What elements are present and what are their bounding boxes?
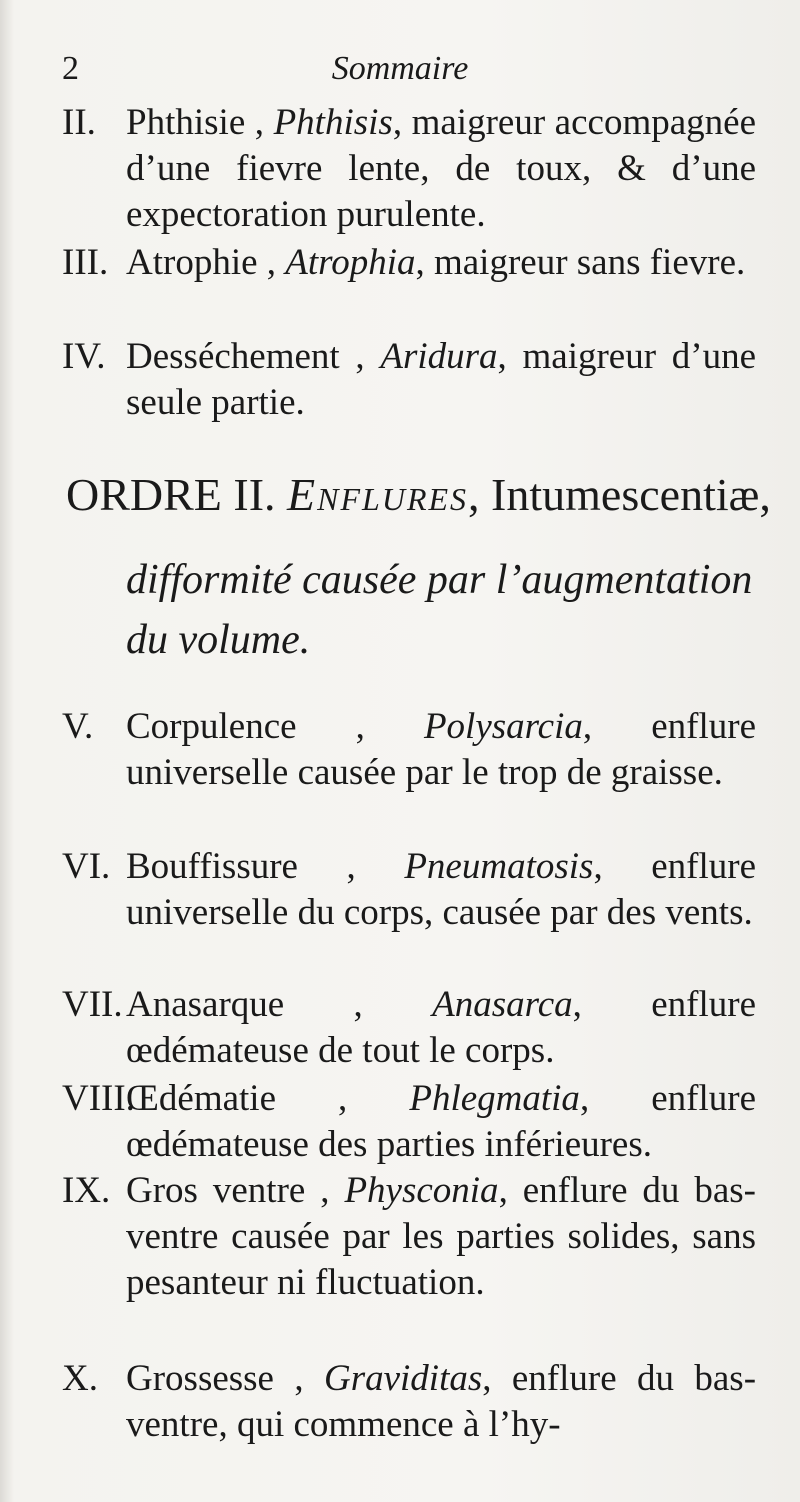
entry-text bbox=[126, 100, 756, 238]
entry-description: , maigreur accompagnée d’une fievre lente, de toux, & d’une expectoration purulente. bbox=[126, 102, 756, 235]
entry-text bbox=[126, 982, 756, 1074]
entry-latin: Phthisis bbox=[273, 102, 393, 143]
order-label: ORDRE II. bbox=[66, 469, 276, 520]
entry-latin: Physconia bbox=[344, 1170, 499, 1211]
entry-description: , maigreur d’une seule partie. bbox=[126, 336, 756, 423]
entry-latin: Graviditas bbox=[323, 1358, 483, 1399]
entry-name: Corpulence , bbox=[126, 706, 365, 747]
entry-latin: Pneumatosis bbox=[404, 846, 594, 887]
entry-name: Phthisie , bbox=[126, 102, 265, 143]
entry-name: Gros ventre , bbox=[126, 1170, 330, 1211]
entry-latin: Anasarca bbox=[432, 984, 573, 1025]
entry-name: Desséchement , bbox=[126, 336, 365, 377]
entry-name: Bouffissure , bbox=[126, 846, 356, 887]
entry-number: VII. bbox=[62, 984, 123, 1025]
entry-number: III. bbox=[62, 242, 109, 283]
entry-text bbox=[126, 1356, 756, 1448]
entry-name: Grossesse , bbox=[126, 1358, 304, 1399]
entry-description: , enflure universelle du corps, causée par des vents. bbox=[126, 846, 756, 933]
entry-description: , enflure œdémateuse de tout le corps. bbox=[126, 984, 756, 1071]
entry-latin: Atrophia bbox=[285, 242, 416, 283]
entry-description: , enflure œdémateuse des parties inférieures. bbox=[126, 1078, 756, 1165]
entry-number: II. bbox=[62, 102, 96, 143]
entry-name: Atrophie , bbox=[126, 242, 277, 283]
order-latin-name: , Intumescentiæ, bbox=[468, 469, 771, 520]
entry-text bbox=[126, 704, 756, 796]
entry-description: , maigreur sans fievre. bbox=[415, 242, 746, 283]
entry-number: IX. bbox=[62, 1170, 111, 1211]
entry-description: , enflure du bas-ventre, qui commence à l’hy- bbox=[126, 1358, 757, 1445]
entry-description: , enflure du bas-ventre causée par les parties solides, sans pesanteur ni fluctuation. bbox=[126, 1170, 757, 1303]
order-title bbox=[66, 468, 771, 521]
entry-name: Œdématie , bbox=[126, 1078, 348, 1119]
entry-number: X. bbox=[62, 1358, 98, 1399]
page-number: 2 bbox=[62, 50, 79, 87]
entry-text bbox=[126, 844, 756, 936]
entry-text bbox=[126, 334, 756, 426]
entry-name: Anasarque , bbox=[126, 984, 363, 1025]
entry-text bbox=[126, 240, 756, 286]
entry-text bbox=[126, 1168, 756, 1306]
entry-latin: Aridura bbox=[380, 336, 498, 377]
entry-description: , enflure universelle causée par le trop de graisse. bbox=[126, 706, 756, 793]
order-definition: difformité causée par l’augmentation du volume. bbox=[126, 557, 753, 663]
entry-number: IV. bbox=[62, 336, 106, 377]
running-title: Sommaire bbox=[331, 50, 469, 87]
entry-number: VI. bbox=[62, 846, 111, 887]
page-header bbox=[0, 50, 800, 100]
entry-latin: Polysarcia bbox=[423, 706, 583, 747]
entry-number: V. bbox=[62, 706, 94, 747]
entry-latin: Phlegmatia bbox=[409, 1078, 580, 1119]
entry-number: VIII. bbox=[62, 1078, 135, 1119]
entry-text bbox=[126, 1076, 756, 1168]
order-class-name: Enflures bbox=[287, 469, 469, 520]
